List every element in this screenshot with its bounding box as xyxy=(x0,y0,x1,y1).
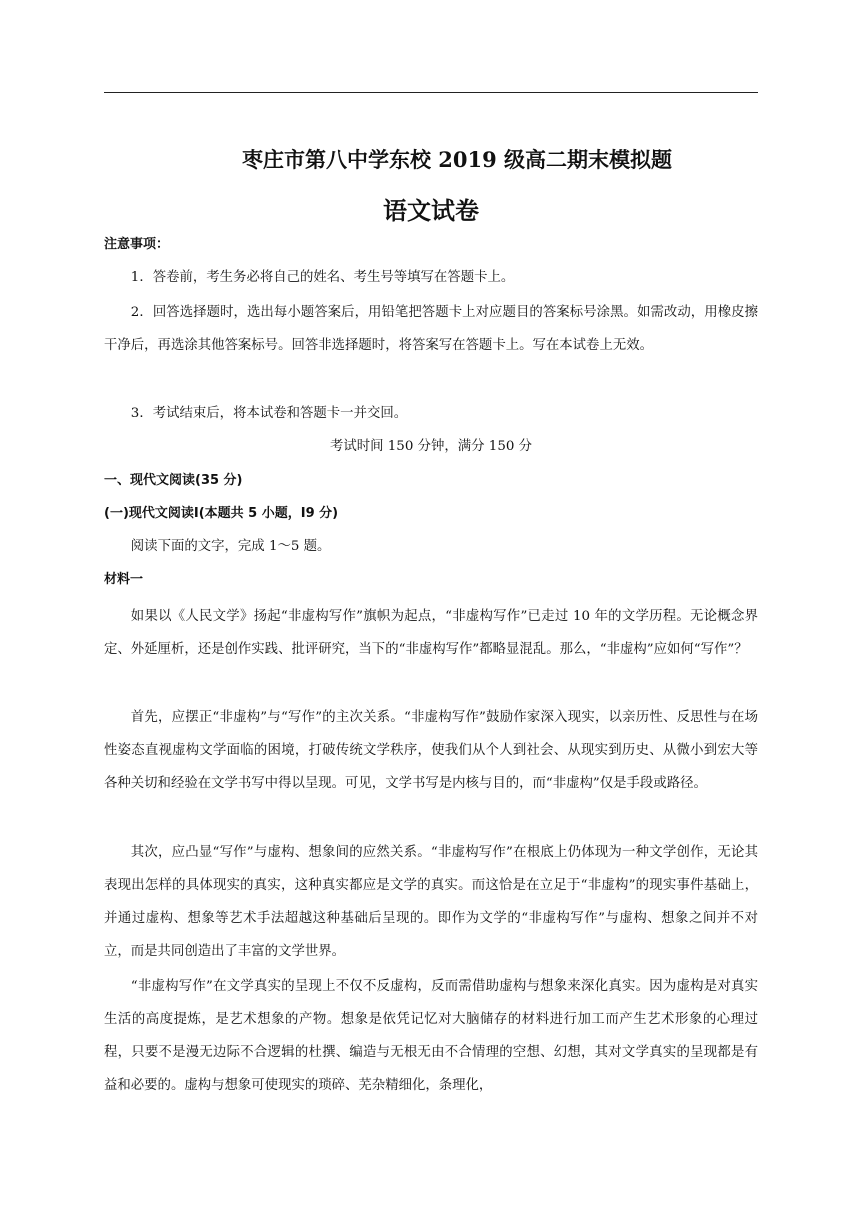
material-heading: 材料一 xyxy=(104,572,144,587)
exam-info: 考试时间 150 分钟，满分 150 分 xyxy=(329,439,533,454)
subsection-heading: (一)现代文阅读Ⅰ(本题共 5 小题，I9 分) xyxy=(104,506,339,521)
paragraph-2: 首先，应摆正“非虚构”与“写作”的主次关系。“非虚构写作”鼓励作家深入现实，以亲历性、反思性与在场性姿态直视虚构文学面临的困境，打破传统文学秩序，使我们从个人到社会、从现实到历史、从微小到宏大等各种关切和经验在文学书写中得以呈现。可见，文学书写是内核与目的，而“非虚构”仅是手段或路径。 xyxy=(104,710,758,791)
exam-title: 枣庄市第八中学东校 2019 级高二期末模拟题 xyxy=(241,147,673,172)
notice-item-3: 3．考试结束后，将本试卷和答题卡一并交回。 xyxy=(130,406,408,421)
section-heading: 一、现代文阅读(35 分) xyxy=(104,473,243,488)
exam-subtitle: 语文试卷 xyxy=(383,196,479,225)
paragraph-4: “非虚构写作”在文学真实的呈现上不仅不反虚构，反而需借助虚构与想象来深化真实。因为虚构是对真实生活的高度提炼，是艺术想象的产物。想象是依凭记忆对大脑储存的材料进行加工而产生艺术形象的心理过程，只要不是漫无边际不合逻辑的杜撰、编造与无根无由不合情理的空想、幻想，其对文学真实的呈现都是有益和必要的。虚构与想象可使现实的琐碎、芜杂精细化，条理化， xyxy=(104,979,758,1093)
instruction-text: 阅读下面的文字，完成 1～5 题。 xyxy=(130,539,331,554)
notice-heading: 注意事项： xyxy=(104,237,170,252)
notice-item-1: 1．答卷前，考生务必将自己的姓名、考生号等填写在答题卡上。 xyxy=(130,270,515,285)
notice-item-2: 2．回答选择题时，选出每小题答案后，用铅笔把答题卡上对应题目的答案标号涂黑。如需改动，用橡皮擦干净后，再选涂其他答案标号。回答非选择题时，将答案写在答题卡上。写在本试卷上无效。 xyxy=(104,305,758,353)
paragraph-1: 如果以《人民文学》扬起“非虚构写作”旗帜为起点，“非虚构写作”已走过 10 年的文学历程。无论概念界定、外延厘析，还是创作实践、批评研究，当下的“非虚构写作”都略显混乱。那么，“非虚构”应如何“写作”？ xyxy=(104,609,758,657)
header-rule xyxy=(104,92,758,93)
paragraph-3: 其次，应凸显“写作”与虚构、想象间的应然关系。“非虚构写作”在根底上仍体现为一种文学创作，无论其表现出怎样的具体现实的真实，这种真实都应是文学的真实。而这恰是在立足于“非虚构”的现实事件基础上，并通过虚构、想象等艺术手法超越这种基础后呈现的。即作为文学的“非虚构写作”与虚构、想象之间并不对立，而是共同创造出了丰富的文学世界。 xyxy=(104,845,758,959)
